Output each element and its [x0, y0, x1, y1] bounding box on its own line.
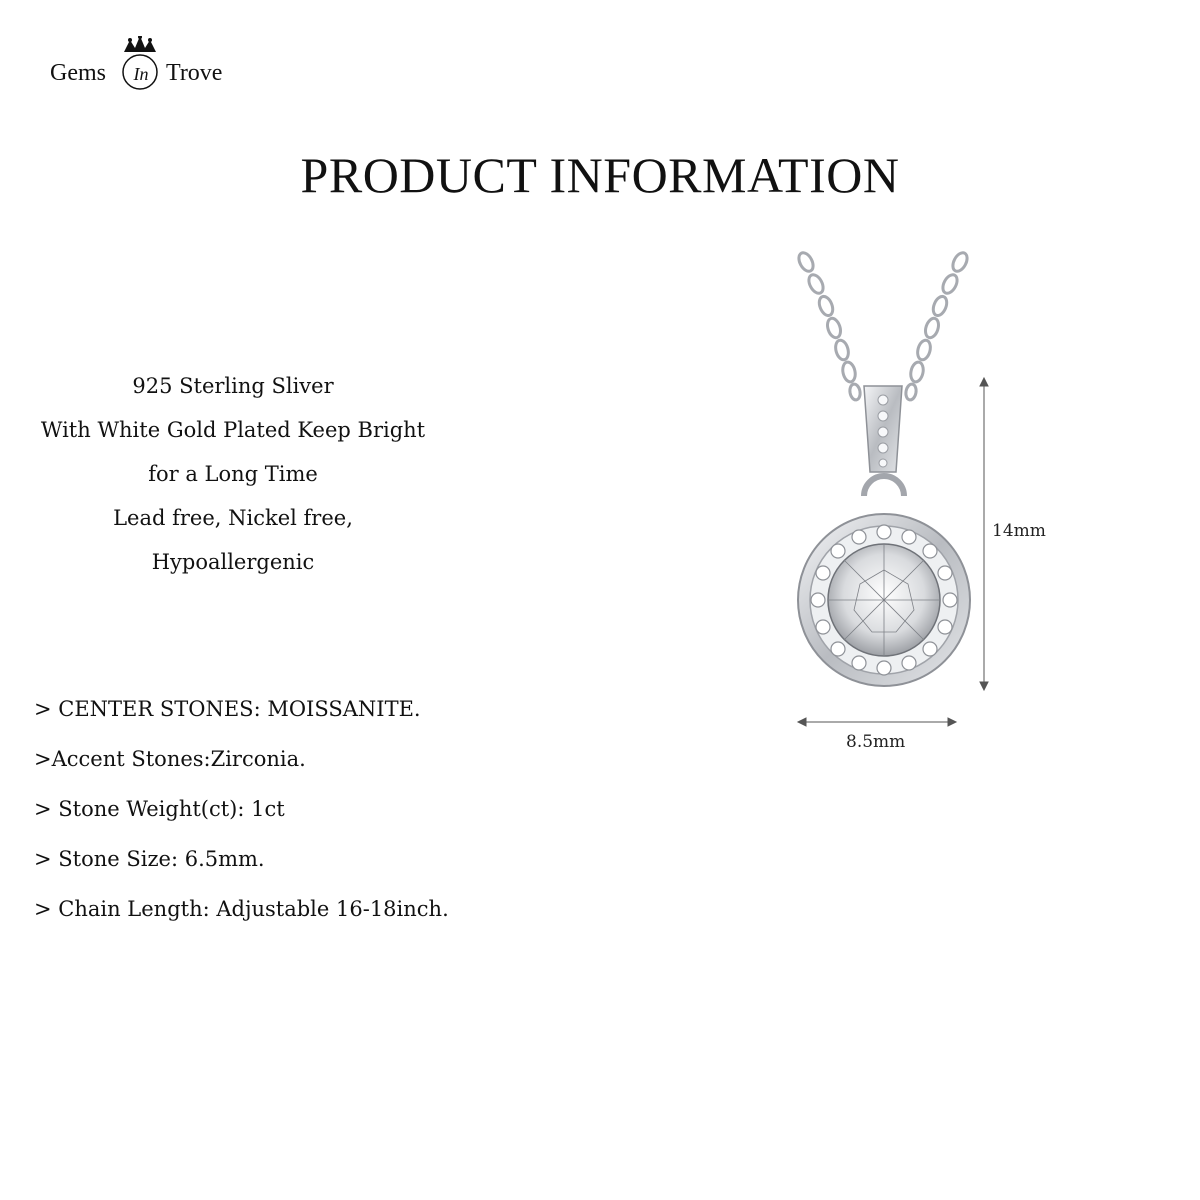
- spec-list: [34, 684, 554, 934]
- bail: [864, 386, 904, 496]
- height-dimension: [980, 378, 988, 690]
- width-label: 8.5mm: [846, 732, 906, 752]
- spec-accent-stones: >Accent Stones:Zirconia.: [34, 747, 306, 771]
- stone-facets: [828, 544, 940, 656]
- page-title: PRODUCT INFORMATION: [300, 147, 900, 203]
- description-line: Hypoallergenic: [151, 550, 315, 574]
- brand-logo[interactable]: [50, 36, 250, 96]
- height-label: 14mm: [992, 521, 1046, 541]
- description-line: Lead free, Nickel free,: [113, 506, 353, 530]
- width-dimension: [798, 718, 956, 726]
- chain-left: [796, 250, 861, 400]
- halo-setting: [798, 514, 970, 686]
- description-line: for a Long Time: [148, 462, 318, 486]
- product-description: [28, 364, 438, 584]
- brand-word-in: In: [133, 64, 149, 84]
- description-line: 925 Sterling Sliver: [132, 374, 334, 398]
- pendant-image: [760, 240, 1080, 780]
- description-line: With White Gold Plated Keep Bright: [40, 418, 426, 442]
- spec-stone-weight: > Stone Weight(ct): 1ct: [34, 797, 285, 821]
- brand-word-gems: Gems: [50, 60, 106, 86]
- chain-right: [905, 250, 970, 400]
- spec-chain-length: > Chain Length: Adjustable 16-18inch.: [34, 897, 449, 921]
- brand-word-trove: Trove: [166, 60, 223, 86]
- spec-center-stones: > CENTER STONES: MOISSANITE.: [34, 697, 421, 721]
- spec-stone-size: > Stone Size: 6.5mm.: [34, 847, 265, 871]
- chain: [796, 250, 970, 400]
